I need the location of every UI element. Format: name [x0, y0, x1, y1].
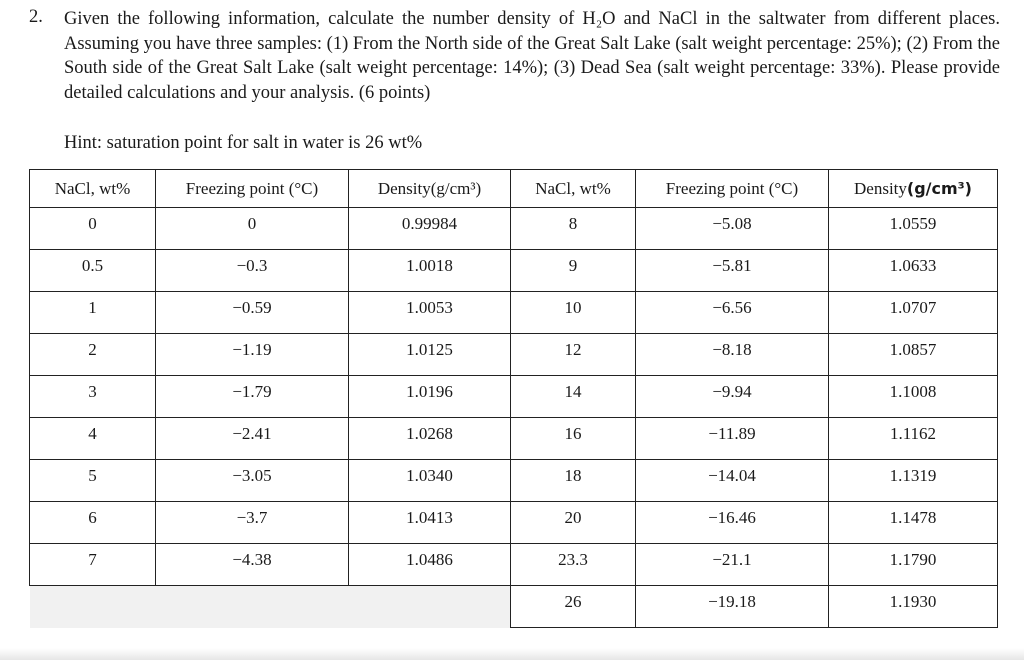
cell-density-2: 1.0633: [829, 250, 998, 292]
table-row: [30, 502, 998, 544]
cell-density: 0.99984: [349, 208, 511, 250]
cell-density-2: 1.0857: [829, 334, 998, 376]
cell-nacl-wt: 7: [30, 544, 156, 586]
cell-density-2: 1.1008: [829, 376, 998, 418]
cell-nacl-wt: 5: [30, 460, 156, 502]
empty-shaded-area: [30, 586, 511, 628]
cell-nacl-wt: 1: [30, 292, 156, 334]
question-number: 2.: [29, 7, 43, 27]
cell-freezing-point-2: −8.18: [636, 334, 829, 376]
cell-freezing-point-2: −16.46: [636, 502, 829, 544]
cell-freezing-point-2: −11.89: [636, 418, 829, 460]
cell-freezing-point-2: −6.56: [636, 292, 829, 334]
cell-freezing-point: −1.79: [156, 376, 349, 418]
cell-density-2: 1.1319: [829, 460, 998, 502]
cell-freezing-point-2: −14.04: [636, 460, 829, 502]
cell-density: 1.0340: [349, 460, 511, 502]
cell-density: 1.0268: [349, 418, 511, 460]
nacl-properties-table: [29, 169, 998, 628]
cell-nacl-wt-2: 14: [511, 376, 636, 418]
cell-density: 1.0125: [349, 334, 511, 376]
table-row: [30, 418, 998, 460]
table-row: [30, 208, 998, 250]
table-row: [30, 334, 998, 376]
header-density: Density(g/cm³): [349, 170, 511, 208]
cell-freezing-point-2: −9.94: [636, 376, 829, 418]
cell-nacl-wt-2: 16: [511, 418, 636, 460]
cell-freezing-point: −4.38: [156, 544, 349, 586]
cell-nacl-wt-2: 23.3: [511, 544, 636, 586]
header-density-2-unit: (g/cm³): [906, 178, 972, 198]
cell-nacl-wt-2: 12: [511, 334, 636, 376]
cell-density-2: 1.1162: [829, 418, 998, 460]
page-bottom-shadow: [0, 648, 1024, 660]
header-freezing-point: Freezing point (°C): [156, 170, 349, 208]
cell-density-2: 1.1478: [829, 502, 998, 544]
cell-freezing-point-2: −5.81: [636, 250, 829, 292]
cell-nacl-wt: 0.5: [30, 250, 156, 292]
cell-freezing-point: −1.19: [156, 334, 349, 376]
cell-nacl-wt-2: 26: [511, 586, 636, 628]
table-row: [30, 544, 998, 586]
cell-freezing-point: −3.7: [156, 502, 349, 544]
header-freezing-point-2: Freezing point (°C): [636, 170, 829, 208]
cell-density: 1.0486: [349, 544, 511, 586]
cell-nacl-wt-2: 9: [511, 250, 636, 292]
header-nacl-wt-2: NaCl, wt%: [511, 170, 636, 208]
cell-density: 1.0196: [349, 376, 511, 418]
header-density-2: [829, 170, 998, 208]
cell-freezing-point: −3.05: [156, 460, 349, 502]
cell-nacl-wt-2: 18: [511, 460, 636, 502]
cell-nacl-wt: 6: [30, 502, 156, 544]
table-row: [30, 250, 998, 292]
cell-freezing-point-2: −21.1: [636, 544, 829, 586]
cell-freezing-point-2: −19.18: [636, 586, 829, 628]
table-row: [30, 586, 998, 628]
cell-freezing-point: −0.59: [156, 292, 349, 334]
hint-text: Hint: saturation point for salt in water is 26 wt%: [64, 133, 423, 153]
header-density-2-label: Density: [854, 178, 907, 198]
table-row: [30, 460, 998, 502]
cell-freezing-point: −0.3: [156, 250, 349, 292]
cell-density-2: 1.0559: [829, 208, 998, 250]
cell-nacl-wt: 4: [30, 418, 156, 460]
cell-nacl-wt: 3: [30, 376, 156, 418]
question-text: Given the following information, calculate the number density of H₂O and NaCl in the saltwater from different places. Assuming you have three samples: (1) From the North side of the Great Salt Lake (salt weight percentage: 25%); (2) From the South side of the Great Salt Lake (salt weight percentage: 14%); (3) Dead Sea (salt weight percentage: 33%). Please provide detailed calculations and your analysis. (6 points): [64, 9, 1000, 103]
cell-nacl-wt-2: 20: [511, 502, 636, 544]
cell-nacl-wt: 0: [30, 208, 156, 250]
cell-density: 1.0018: [349, 250, 511, 292]
table-row: [30, 292, 998, 334]
cell-density: 1.0053: [349, 292, 511, 334]
table-row: [30, 376, 998, 418]
cell-nacl-wt: 2: [30, 334, 156, 376]
cell-freezing-point: −2.41: [156, 418, 349, 460]
cell-nacl-wt-2: 8: [511, 208, 636, 250]
table-header-row: [30, 170, 998, 208]
cell-density-2: 1.1790: [829, 544, 998, 586]
cell-density: 1.0413: [349, 502, 511, 544]
cell-density-2: 1.1930: [829, 586, 998, 628]
cell-density-2: 1.0707: [829, 292, 998, 334]
cell-freezing-point-2: −5.08: [636, 208, 829, 250]
cell-nacl-wt-2: 10: [511, 292, 636, 334]
header-nacl-wt: NaCl, wt%: [30, 170, 156, 208]
cell-freezing-point: 0: [156, 208, 349, 250]
